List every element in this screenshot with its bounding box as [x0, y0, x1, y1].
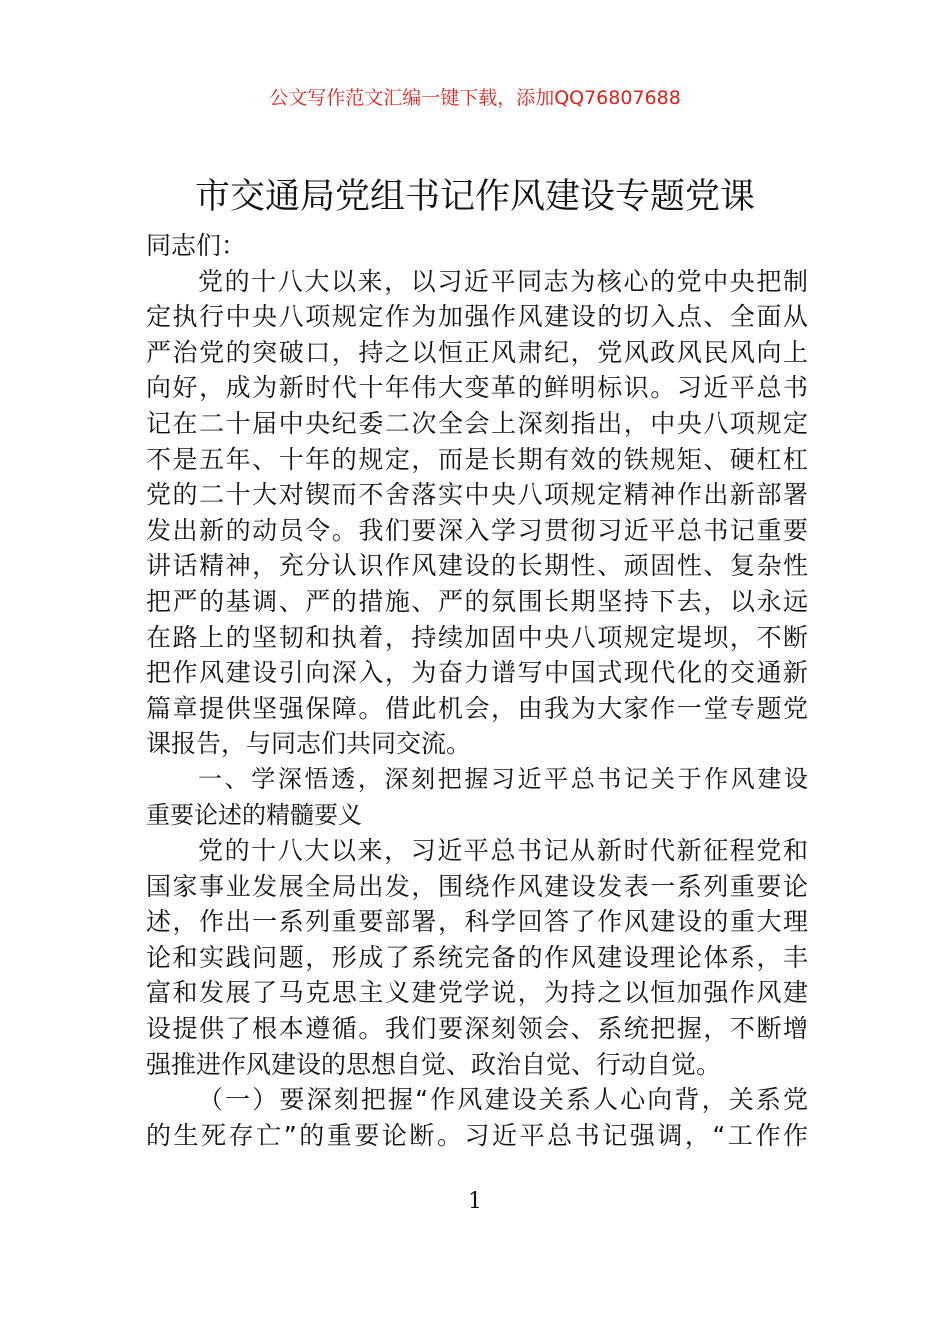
- paragraph-line: 的生死存亡”的重要论断。习近平总书记强调，“工作作: [146, 1120, 808, 1150]
- paragraph-line: 讲话精神，充分认识作风建设的长期性、顽固性、复杂性: [146, 551, 808, 581]
- paragraph-line: 述，作出一系列重要部署，科学回答了作风建设的重大理: [146, 907, 808, 937]
- paragraph-line: （一）要深刻把握“作风建设关系人心向背，关系党: [198, 1085, 808, 1115]
- document-body: [146, 228, 808, 1153]
- paragraph-line: 向好，成为新时代十年伟大变革的鲜明标识。习近平总书: [146, 373, 808, 403]
- paragraph-line: 定执行中央八项规定作为加强作风建设的切入点、全面从: [146, 302, 808, 332]
- paragraph-line: 不是五年、十年的规定，而是长期有效的铁规矩、硬杠杠: [146, 444, 808, 474]
- section-heading-line: 一、学深悟透，深刻把握习近平总书记关于作风建设: [198, 764, 808, 793]
- page-number: 1: [468, 1189, 482, 1214]
- paragraph-line: 国家事业发展全局出发，围绕作风建设发表一系列重要论: [146, 871, 808, 901]
- document-title: 市交通局党组书记作风建设专题党课: [194, 177, 755, 217]
- paragraph-line: 发出新的动员令。我们要深入学习贯彻习近平总书记重要: [146, 515, 808, 545]
- paragraph-line: 课报告，与同志们共同交流。: [146, 729, 472, 759]
- section-heading-line: 重要论述的精髓要义: [146, 800, 362, 829]
- paragraph-line: 篇章提供坚强保障。借此机会，由我为大家作一堂专题党: [146, 693, 808, 723]
- paragraph-line: 严治党的突破口，持之以恒正风肃纪，党风政风民风向上: [146, 337, 808, 367]
- paragraph-line: 党的二十大对锲而不舍落实中央八项规定精神作出新部署: [146, 480, 808, 510]
- paragraph-line: 把作风建设引向深入，为奋力谱写中国式现代化的交通新: [146, 658, 808, 688]
- paragraph-line: 强推进作风建设的思想自觉、政治自觉、行动自觉。: [146, 1049, 722, 1079]
- paragraph-line: 论和实践问题，形成了系统完备的作风建设理论体系，丰: [146, 942, 808, 972]
- paragraph-line: 同志们：: [146, 231, 247, 260]
- paragraph-line: 把严的基调、严的措施、严的氛围长期坚持下去，以永远: [146, 586, 808, 616]
- paragraph-line: 设提供了根本遵循。我们要深刻领会、系统把握，不断增: [146, 1014, 808, 1044]
- paragraph-line: 党的十八大以来，习近平总书记从新时代新征程党和: [198, 836, 808, 866]
- download-banner: 公文写作范文汇编一键下载，添加QQ76807688: [269, 87, 681, 109]
- paragraph-line: 党的十八大以来，以习近平同志为核心的党中央把制: [198, 266, 808, 296]
- paragraph-line: 记在二十届中央纪委二次全会上深刻指出，中央八项规定: [146, 408, 808, 438]
- paragraph-line: 富和发展了马克思主义建党学说，为持之以恒加强作风建: [146, 978, 808, 1008]
- paragraph-line: 在路上的坚韧和执着，持续加固中央八项规定堤坝，不断: [146, 622, 808, 652]
